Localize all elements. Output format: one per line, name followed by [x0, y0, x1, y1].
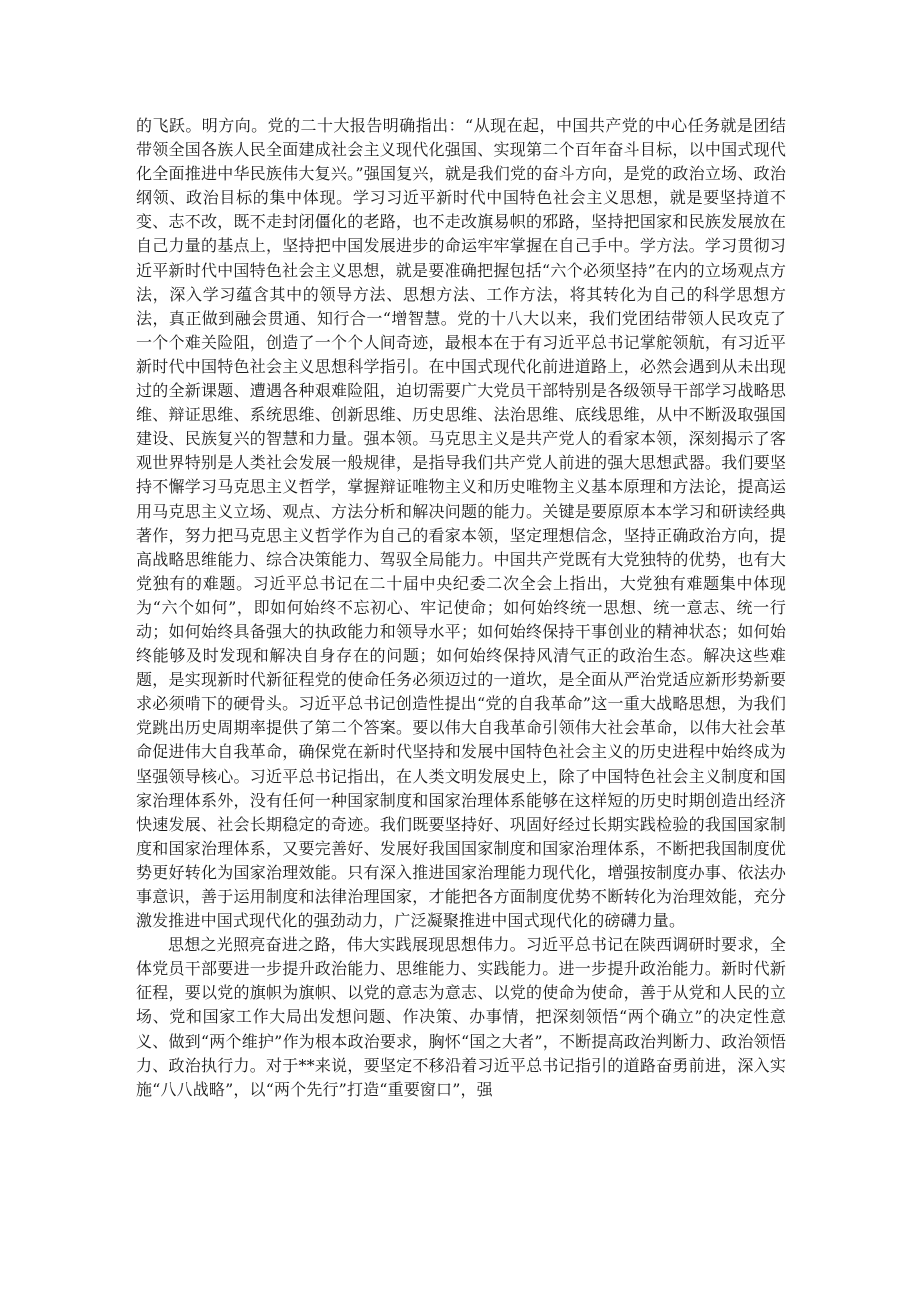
- body-paragraph-2: 思想之光照亮奋进之路，伟大实践展现思想伟力。习近平总书记在陕西调研时要求，全体党员干部要进一步提升政治能力、思维能力、实践能力。进一步提升政治能力。新时代新征程，要以党的旗帜为旗帜、以党的意志为意志、以党的使命为使命，善于从党和人民的立场、党和国家工作大局出发想问题、作决策、办事情，把深刻领悟“两个确立”的决定性意义、做到“两个维护”作为根本政治要求，胸怀“国之大者”，不断提高政治判断力、政治领悟力、政治执行力。对于**来说，要坚定不移沿着习近平总书记指引的道路奋勇前进，深入实施“八八战略”，以“两个先行”打造“重要窗口”，强: [136, 935, 786, 1099]
- body-paragraph-1: 的飞跃。明方向。党的二十大报告明确指出：“从现在起，中国共产党的中心任务就是团结带领全国各族人民全面建成社会主义现代化强国、实现第二个百年奋斗目标，以中国式现代化全面推进中华民族伟大复兴。”强国复兴，就是我们党的奋斗方向，是党的政治立场、政治纲领、政治目标的集中体现。学习习近平新时代中国特色社会主义思想，就是要坚持道不变、志不改，既不走封闭僵化的老路，也不走改旗易帜的邪路，坚持把国家和民族发展放在自己力量的基点上，坚持把中国发展进步的命运牢牢掌握在自己手中。学方法。学习贯彻习近平新时代中国特色社会主义思想，就是要准确把握包括“六个必须坚持”在内的立场观点方法，深入学习蕴含其中的领导方法、思想方法、工作方法，将其转化为自己的科学思想方法，真正做到融会贯通、知行合一“增智慧。党的十八大以来，我们党团结带领人民攻克了一个个难关险阻，创造了一个个人间奇迹，最根本在于有习近平总书记掌舵领航，有习近平新时代中国特色社会主义思想科学指引。在中国式现代化前进道路上，必然会遇到从未出现过的全新课题、遭遇各种艰难险阻，迫切需要广大党员干部特别是各级领导干部学习战略思维、辩证思维、系统思维、创新思维、历史思维、法治思维、底线思维，从中不断汲取强国建设、民族复兴的智慧和力量。强本领。马克思主义是共产党人的看家本领，深刻揭示了客观世界特别是人类社会发展一般规律，是指导我们共产党人前进的强大思想武器。我们要坚持不懈学习马克思主义哲学，掌握辩证唯物主义和历史唯物主义基本原理和方法论，提高运用马克思主义立场、观点、方法分析和解决问题的能力。关键是要原原本本学习和研读经典著作，努力把马克思主义哲学作为自己的看家本领，坚定理想信念，坚持正确政治方向，提高战略思维能力、综合决策能力、驾驭全局能力。中国共产党既有大党独特的优势，也有大党独有的难题。习近平总书记在二十届中央纪委二次全会上指出，大党独有难题集中体现为“六个如何”，即如何始终不忘初心、牢记使命；如何始终统一思想、统一意志、统一行动；如何始终具备强大的执政能力和领导水平；如何始终保持干事创业的精神状态；如何始终能够及时发现和解决自身存在的问题；如何始终保持风清气正的政治生态。解决这些难题，是实现新时代新征程党的使命任务必须迈过的一道坎，是全面从严治党适应新形势新要求必须啃下的硬骨头。习近平总书记创造性提出“党的自我革命”这一重大战略思想，为我们党跳出历史周期率提供了第二个答案。要以伟大自我革命引领伟大社会革命，以伟大社会革命促进伟大自我革命，确保党在新时代坚持和发展中国特色社会主义的历史进程中始终成为坚强领导核心。习近平总书记指出，在人类文明发展史上，除了中国特色社会主义制度和国家治理体系外，没有任何一种国家制度和国家治理体系能够在这样短的历史时期创造出经济快速发展、社会长期稳定的奇迹。我们既要坚持好、巩固好经过长期实践检验的我国国家制度和国家治理体系，又要完善好、发展好我国国家制度和国家治理体系，不断把我国制度优势更好转化为国家治理效能。只有深入推进国家治理能力现代化，增强按制度办事、依法办事意识，善于运用制度和法律治理国家，才能把各方面制度优势不断转化为治理效能，充分激发推进中国式现代化的强劲动力，广泛凝聚推进中国式现代化的磅礴力量。: [136, 116, 786, 931]
- document-page: [136, 114, 786, 1102]
